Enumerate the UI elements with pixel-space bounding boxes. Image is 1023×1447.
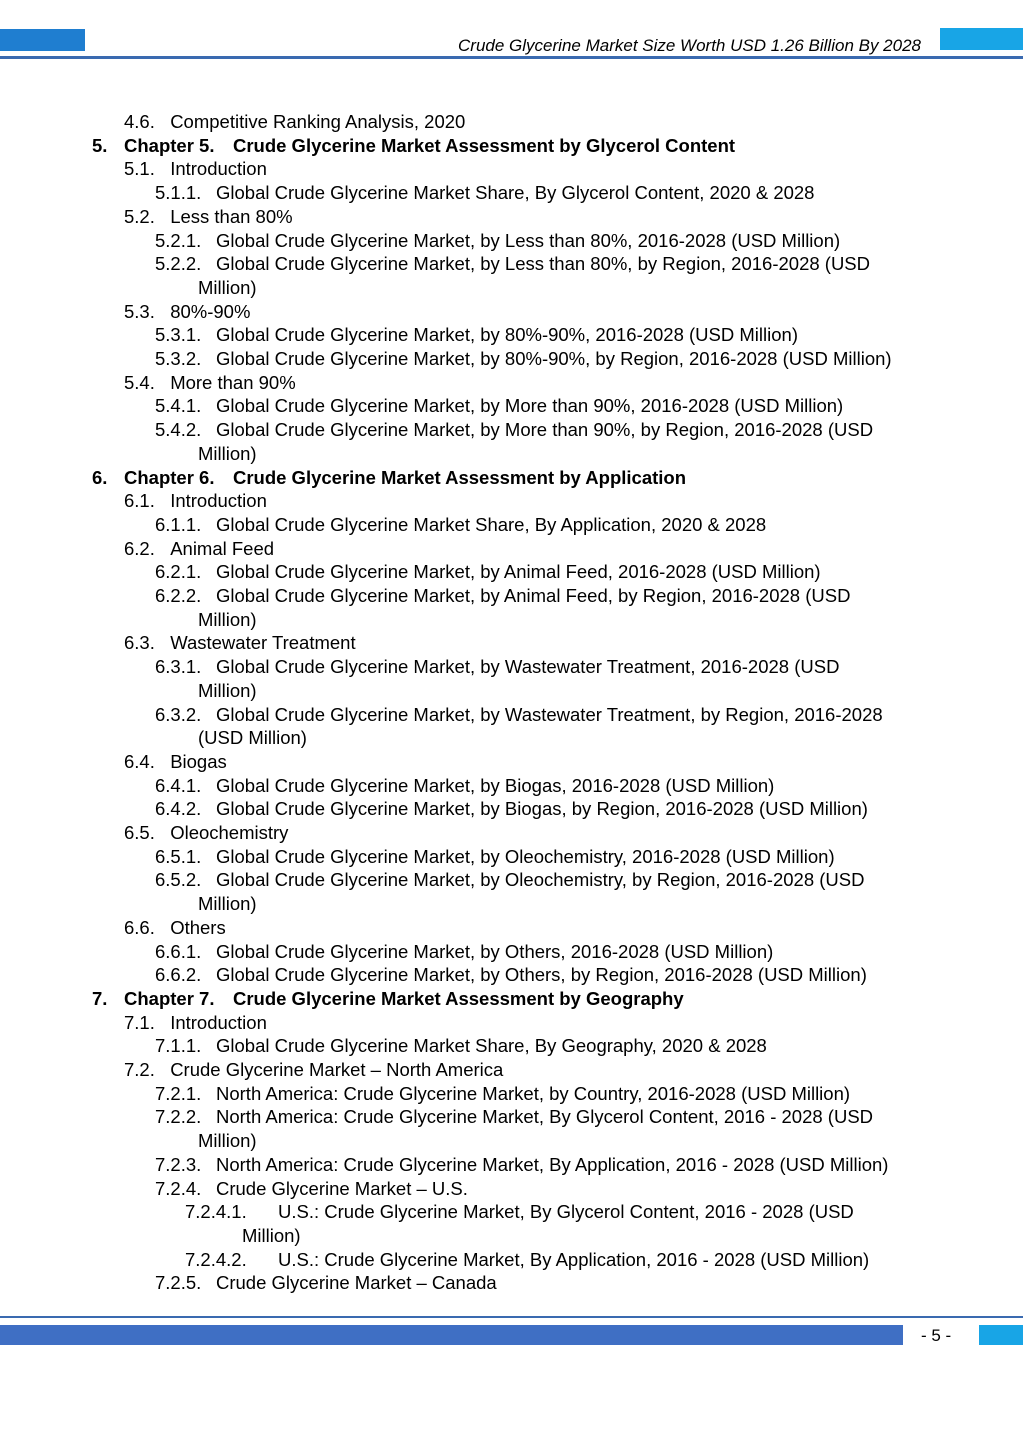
toc-entry-text: Biogas bbox=[170, 751, 227, 772]
toc-entry-text: Chapter 7. Crude Glycerine Market Assessment by Geography bbox=[124, 988, 684, 1009]
toc-entry-text: Million) bbox=[198, 609, 257, 630]
toc-entry-number: 5.2.2. bbox=[155, 253, 202, 274]
toc-entry-number: 7.2.2. bbox=[155, 1106, 202, 1127]
header-right-bar bbox=[940, 28, 1023, 50]
toc-entry-text: Introduction bbox=[170, 158, 267, 179]
toc-entry-text: Million) bbox=[198, 1130, 257, 1151]
toc-entry-number: 6.6.1. bbox=[155, 941, 202, 962]
toc-entry-text: 80%-90% bbox=[170, 301, 251, 322]
toc-entry-text: Global Crude Glycerine Market, by Less than 80%, 2016-2028 (USD Million) bbox=[216, 230, 841, 251]
toc-entry-text: Global Crude Glycerine Market, by More than 90%, 2016-2028 (USD Million) bbox=[216, 395, 844, 416]
toc-entry-number: 7.1.1. bbox=[155, 1035, 202, 1056]
toc-entry-number: 7.2.4. bbox=[155, 1178, 202, 1199]
toc-entry-text: Global Crude Glycerine Market, by Biogas, by Region, 2016-2028 (USD Million) bbox=[216, 798, 868, 819]
toc-entry-text: Global Crude Glycerine Market, by Others, by Region, 2016-2028 (USD Million) bbox=[216, 964, 867, 985]
toc-entry-number: 5.3.2. bbox=[155, 348, 202, 369]
toc-entry-number: 6.3.1. bbox=[155, 656, 202, 677]
footer-right-bar bbox=[979, 1325, 1023, 1345]
toc-entry-text: Global Crude Glycerine Market, by More than 90%, by Region, 2016-2028 (USD bbox=[216, 419, 874, 440]
toc-entry-text: North America: Crude Glycerine Market, By Glycerol Content, 2016 - 2028 (USD bbox=[216, 1106, 874, 1127]
toc-entry-number: 6.1.1. bbox=[155, 514, 202, 535]
toc-entry-text: Global Crude Glycerine Market, by 80%-90%, by Region, 2016-2028 (USD Million) bbox=[216, 348, 892, 369]
header-title: Crude Glycerine Market Size Worth USD 1.26 Billion By 2028 bbox=[458, 36, 921, 55]
toc-entry-text: Introduction bbox=[170, 490, 267, 511]
toc-entry-text: Wastewater Treatment bbox=[170, 632, 356, 653]
toc-entry-number: 7. bbox=[92, 988, 108, 1009]
toc-entry-text: More than 90% bbox=[170, 372, 296, 393]
toc-entry-text: Less than 80% bbox=[170, 206, 293, 227]
toc-entry-text: North America: Crude Glycerine Market, By Application, 2016 - 2028 (USD Million) bbox=[216, 1154, 889, 1175]
toc-entry-number: 5.2. bbox=[124, 206, 155, 227]
toc-entry-text: Global Crude Glycerine Market, by Others, 2016-2028 (USD Million) bbox=[216, 941, 774, 962]
header-left-bar bbox=[0, 29, 85, 51]
toc-entry-text: Chapter 6. Crude Glycerine Market Assessment by Application bbox=[124, 467, 687, 488]
toc-entry-text: Animal Feed bbox=[170, 538, 275, 559]
toc-entry-text: U.S.: Crude Glycerine Market, By Application, 2016 - 2028 (USD Million) bbox=[278, 1249, 870, 1270]
toc-entry-number: 5.3.1. bbox=[155, 324, 202, 345]
toc-entry-number: 5.2.1. bbox=[155, 230, 202, 251]
header-rule bbox=[0, 56, 1023, 59]
toc-entry-text: Global Crude Glycerine Market Share, By Glycerol Content, 2020 & 2028 bbox=[216, 182, 815, 203]
toc-entry-number: 6.1. bbox=[124, 490, 155, 511]
toc-entry-text: Million) bbox=[198, 443, 257, 464]
toc-entry-number: 6.2.2. bbox=[155, 585, 202, 606]
toc-entry-number: 7.2.5. bbox=[155, 1272, 202, 1293]
toc-entry-number: 6.5. bbox=[124, 822, 155, 843]
toc-entry-number: 6.4. bbox=[124, 751, 155, 772]
toc-entry-text: (USD Million) bbox=[198, 727, 307, 748]
toc-entry-number: 7.2.3. bbox=[155, 1154, 202, 1175]
toc-entry-text: Oleochemistry bbox=[170, 822, 289, 843]
toc-entry-number: 7.1. bbox=[124, 1012, 155, 1033]
toc-entry-number: 6.2. bbox=[124, 538, 155, 559]
toc-entry-number: 6. bbox=[92, 467, 108, 488]
toc-entry-number: 6.5.2. bbox=[155, 869, 202, 890]
toc-entry-text: Introduction bbox=[170, 1012, 267, 1033]
toc-entry-number: 6.5.1. bbox=[155, 846, 202, 867]
toc-entry-text: Million) bbox=[198, 893, 257, 914]
toc-entry-number: 6.6. bbox=[124, 917, 155, 938]
toc-entry-text: Global Crude Glycerine Market Share, By Application, 2020 & 2028 bbox=[216, 514, 767, 535]
toc-entry-number: 6.2.1. bbox=[155, 561, 202, 582]
toc-entry-number: 6.3.2. bbox=[155, 704, 202, 725]
footer-rule bbox=[0, 1316, 1023, 1318]
toc-entry-text: Global Crude Glycerine Market, by Animal Feed, 2016-2028 (USD Million) bbox=[216, 561, 821, 582]
toc-entry-number: 5. bbox=[92, 135, 108, 156]
toc-entry-text: Crude Glycerine Market – U.S. bbox=[216, 1178, 468, 1199]
toc-entry-text: Global Crude Glycerine Market, by Oleochemistry, 2016-2028 (USD Million) bbox=[216, 846, 835, 867]
toc-entry-number: 4.6. bbox=[124, 111, 155, 132]
toc-entry-text: Crude Glycerine Market – North America bbox=[170, 1059, 504, 1080]
toc-entry-text: Chapter 5. Crude Glycerine Market Assessment by Glycerol Content bbox=[124, 135, 736, 156]
toc-entry-number: 5.3. bbox=[124, 301, 155, 322]
toc-entry-text: Million) bbox=[198, 277, 257, 298]
toc-entry-number: 6.6.2. bbox=[155, 964, 202, 985]
toc-entry-text: Global Crude Glycerine Market, by Less than 80%, by Region, 2016-2028 (USD bbox=[216, 253, 871, 274]
toc-entry-number: 7.2.4.2. bbox=[185, 1249, 247, 1270]
toc-entry-number: 7.2.4.1. bbox=[185, 1201, 247, 1222]
toc-entry-number: 6.4.2. bbox=[155, 798, 202, 819]
toc-entry-text: Global Crude Glycerine Market, by Wastewater Treatment, by Region, 2016-2028 bbox=[216, 704, 883, 725]
toc-entry-text: Global Crude Glycerine Market, by Biogas, 2016-2028 (USD Million) bbox=[216, 775, 775, 796]
toc-entry-text: Competitive Ranking Analysis, 2020 bbox=[170, 111, 466, 132]
toc-entry-number: 7.2. bbox=[124, 1059, 155, 1080]
toc-entry-text: Global Crude Glycerine Market, by Animal Feed, by Region, 2016-2028 (USD bbox=[216, 585, 851, 606]
toc-entry-text: Crude Glycerine Market – Canada bbox=[216, 1272, 497, 1293]
toc-entry-text: Others bbox=[170, 917, 226, 938]
footer-bar bbox=[0, 1325, 903, 1345]
toc-entry-number: 7.2.1. bbox=[155, 1083, 202, 1104]
toc-entry-text: North America: Crude Glycerine Market, by Country, 2016-2028 (USD Million) bbox=[216, 1083, 851, 1104]
toc-entry-text: Global Crude Glycerine Market Share, By Geography, 2020 & 2028 bbox=[216, 1035, 767, 1056]
toc-entry-number: 6.4.1. bbox=[155, 775, 202, 796]
toc-entry-number: 5.4. bbox=[124, 372, 155, 393]
toc-entry-text: Million) bbox=[198, 680, 257, 701]
toc-entry-number: 6.3. bbox=[124, 632, 155, 653]
page-number: - 5 - bbox=[921, 1326, 952, 1345]
toc-entry-number: 5.4.1. bbox=[155, 395, 202, 416]
toc-entry-text: Million) bbox=[242, 1225, 301, 1246]
toc-entry-text: Global Crude Glycerine Market, by 80%-90%, 2016-2028 (USD Million) bbox=[216, 324, 798, 345]
toc-entry-text: Global Crude Glycerine Market, by Oleochemistry, by Region, 2016-2028 (USD bbox=[216, 869, 865, 890]
toc-entry-number: 5.1.1. bbox=[155, 182, 202, 203]
toc-entry-number: 5.1. bbox=[124, 158, 155, 179]
toc-entry-text: U.S.: Crude Glycerine Market, By Glycerol Content, 2016 - 2028 (USD bbox=[278, 1201, 854, 1222]
toc-entry-number: 5.4.2. bbox=[155, 419, 202, 440]
toc-entry-text: Global Crude Glycerine Market, by Wastewater Treatment, 2016-2028 (USD bbox=[216, 656, 840, 677]
